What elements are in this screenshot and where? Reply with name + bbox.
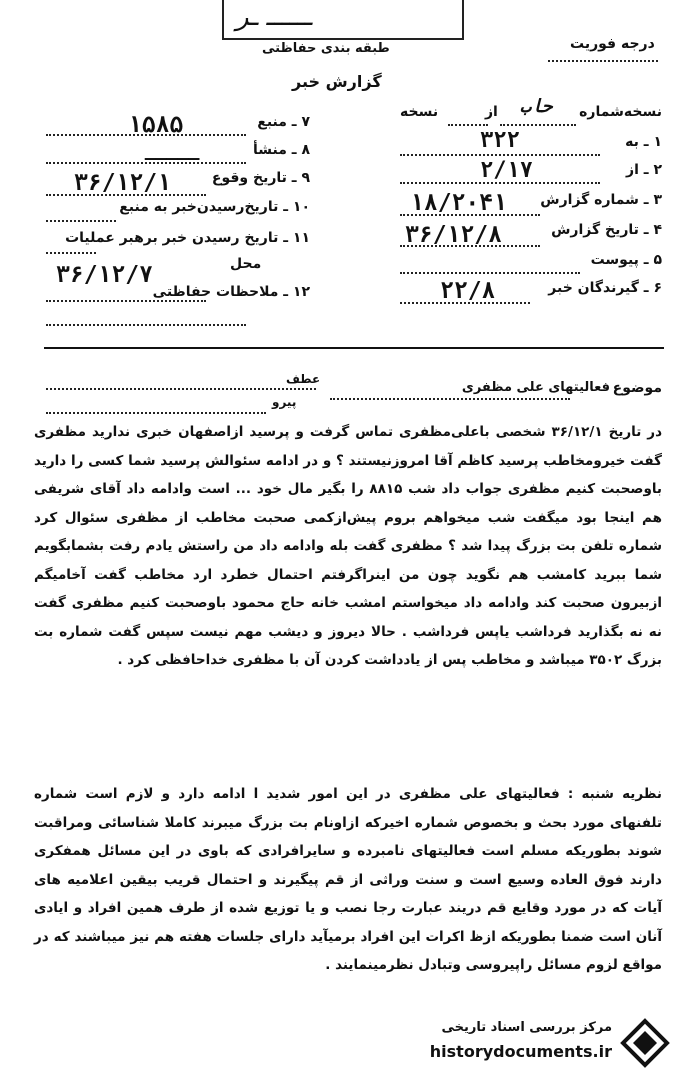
watermark-url: historydocuments.ir <box>429 1042 612 1061</box>
security-classification-label: طبقه بندی حفاظتی <box>262 41 390 56</box>
dots <box>400 154 600 156</box>
urgency-label: درجه فوریت <box>570 36 655 52</box>
report-body-paragraph-2: نظریه شنبه : فعالیتهای علی مظفری در این امور شدید ا ادامه دارد و لازم است شماره تلفنهای مورد بحث و بخصوص شماره اخیرکه ازاونام بت بزرگ میبرند کاملا شناسائی ومراقبت شوند بطوریکه مسلم است فعالیتهای نامبرده و سایرافرادی که باوی در این مسائل همفکری دارند فوق العاده وسیع است و سنت وراثی از قم پیگیرند و احتمال قریب بیقین اعلامیه های آیات که در مورد وقایع قم دریند عبارت رجا نصب و یا توزیع شده از طرف همین افراد و ایادی آنان است ضمنا بطوریکه ازظ اکرات این افراد برمیآید دارای جلسات هفته هم نیز میباشند که در مواقع لزوم مسائل راپیروسی وتبادل نظرمینمایند . <box>34 786 662 973</box>
recipients-value: ۲۲/۸ <box>440 278 496 304</box>
archive-logo-icon <box>620 1018 670 1068</box>
stamp-scrawl: ــــــ ـر <box>236 2 312 32</box>
subject-label: موضوع <box>612 380 662 396</box>
news-to-ops-date-label: ۱۱ ـ تاریخ رسیدن خبر برهبر عملیات <box>65 230 310 246</box>
occurrence-date-label: ۹ ـ تاریخ وقوع <box>211 170 310 186</box>
dots <box>46 194 206 196</box>
recipients-label: ۶ ـ گیرندگان خبر <box>548 280 662 296</box>
urgency-dots <box>548 60 658 62</box>
subject-text: فعالیتهای علی مظفری <box>461 380 610 395</box>
to-value: ۳۲۲ <box>480 128 520 153</box>
report-number-label: ۳ ـ شماره گزارش <box>540 192 662 208</box>
dots <box>448 124 488 126</box>
copy-of-label: از <box>485 104 498 120</box>
origin-label: ۸ ـ منشأ <box>253 142 310 158</box>
report-body-paragraph-1: در تاریخ ۳۶/۱۲/۱ شخصی باعلی‌مظفری تماس گرفت و پرسید ازاصفهان خبری ندارید مظفری گفت خیرومخاطب پرسید کاظم آقا امروزنیستند ؟ و در ادامه سئوالش پرسید شما کسی را دارید باوصحبت کنیم مظفری جواب داد شب ۸۸۱۵ را بگیر مال خود ... است وادامه داد آقای شریفی هم اینجا بود میگفت شب میخواهم بروم پیش‌ازکمی صحبت مخاطب از مظفری سئوال کرد شماره تلفن بت بزرگ پیدا شد ؟ مظفری گفت بله وادامه داد من راستش یادم رفت بشمابگویم شما ببرید کامشب هم نگوید چون من اینراگرفتم احتمال خطرد ارد مخاطب گفت آخامیگم ازبیرون صحبت کند وادامه داد میخواستم امشب خانه حاج محمود باوصحبت کنیم مظفری گفت نه نه بگذارید فرداشب یاپس فرداشب . حالا دیروز و دیشب مهم نیست سپس گفت شماره بت بزرگ ۳۵۰۲ میباشد و مخاطب پس از یادداشت کردن آن با مظفری خداحافظی کرد . <box>34 424 662 668</box>
origin-value: ـــــ <box>145 144 200 165</box>
report-date-label: ۴ ـ تاریخ گزارش <box>551 222 662 238</box>
dots <box>400 245 540 247</box>
report-number-value: ۱۸/۲۰۴۱ <box>410 190 507 216</box>
dots <box>46 162 246 164</box>
dots <box>46 324 246 326</box>
atf-label: عطف <box>286 372 321 386</box>
dots <box>46 388 316 390</box>
from-value: ۲/۱۷ <box>480 158 533 183</box>
protective-notes-label: ۱۲ ـ ملاحظات حفاظتی <box>152 284 310 300</box>
copy-number-value: حاب <box>520 96 553 117</box>
source-label: ۷ ـ منبع <box>257 114 310 130</box>
dots <box>46 220 116 222</box>
dots <box>500 124 576 126</box>
copy-copies-label: نسخه <box>400 104 439 120</box>
news-to-source-date-label: ۱۰ ـ تاریخ‌رسیدن‌خبر به منبع <box>119 199 310 215</box>
watermark-org-name: مرکز بررسی اسناد تاریخی <box>441 1020 612 1035</box>
archive-watermark <box>350 1018 670 1068</box>
to-label: ۱ ـ به <box>625 134 662 150</box>
dots <box>400 302 530 304</box>
dots <box>400 214 540 216</box>
from-label: ۲ ـ از <box>626 162 662 178</box>
form-title: گزارش خبر <box>292 72 382 91</box>
report-date-value: ۳۶/۱۲/۸ <box>405 222 502 248</box>
dots <box>46 300 206 302</box>
copy-number-label: نسخه‌شماره <box>579 104 662 120</box>
peyro-label: پیرو <box>272 395 297 409</box>
occurrence-date-value: ۳۶/۱۲/۱ <box>74 170 171 196</box>
dots <box>46 252 96 254</box>
location-label: محل <box>230 256 262 272</box>
dots <box>46 134 246 136</box>
source-value: ۱۵۸۵ <box>128 112 184 138</box>
dots <box>330 398 570 400</box>
attachment-label: ۵ ـ پیوست <box>590 252 662 268</box>
dots <box>400 272 580 274</box>
location-value: ۳۶/۱۲/۷ <box>56 262 153 288</box>
dots <box>46 412 266 414</box>
horizontal-rule <box>44 347 664 349</box>
dots <box>400 182 600 184</box>
